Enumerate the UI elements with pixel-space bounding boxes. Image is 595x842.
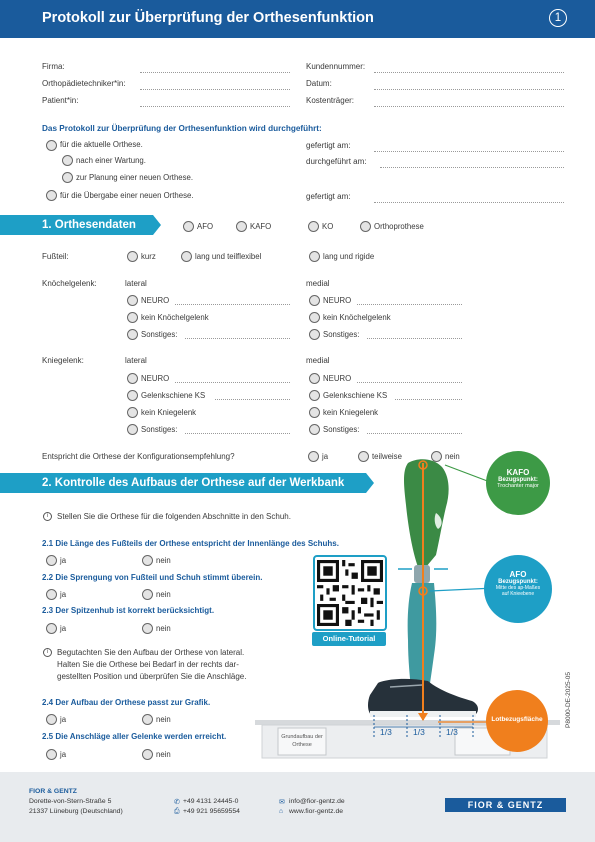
config-question: Entspricht die Orthese der Konfigurationsempfehlung? xyxy=(42,452,235,461)
knoechel-lat-neuro-line[interactable] xyxy=(175,304,290,305)
radio-knoechel-med-neuro[interactable] xyxy=(309,295,320,306)
type-kafo-label: KAFO xyxy=(250,222,272,231)
radio-q1-nein[interactable] xyxy=(142,555,153,566)
radio-q3-ja[interactable] xyxy=(46,623,57,634)
page-title: Protokoll zur Überprüfung der Orthesenfunktion xyxy=(42,10,374,26)
knoechel-lat-sonst-label: Sonstiges: xyxy=(141,330,178,339)
radio-q4-ja[interactable] xyxy=(46,714,57,725)
thigh-shell xyxy=(404,459,449,567)
knoechel-label: Knöchelgelenk: xyxy=(42,279,97,288)
info2-line3: gestellten Position und überprüfen Sie die Anschläge. xyxy=(57,672,247,681)
web-icon: ⌂ xyxy=(279,808,284,815)
radio-type-kafo[interactable] xyxy=(236,221,247,232)
radio-q1-ja[interactable] xyxy=(46,555,57,566)
afo-sub2: Mitte des ap-Maßes xyxy=(495,585,541,591)
info1-text: Stellen Sie die Orthese für die folgenden Abschnitte in den Schuh. xyxy=(57,512,291,521)
gefertigt1-label: gefertigt am: xyxy=(306,141,351,150)
kostentraeger-label: Kostenträger: xyxy=(306,96,355,105)
radio-fussteil-kurz[interactable] xyxy=(127,251,138,262)
info2-line1: Begutachten Sie den Aufbau der Orthese von lateral. xyxy=(57,648,245,657)
radio-q4-nein[interactable] xyxy=(142,714,153,725)
knie-med-kein-label: kein Kniegelenk xyxy=(323,408,379,417)
knie-label: Kniegelenk: xyxy=(42,356,84,365)
firma-field[interactable] xyxy=(140,72,290,73)
type-orthoprothese-label: Orthoprothese xyxy=(374,222,424,231)
knoechel-med-kein-label: kein Knöchelgelenk xyxy=(323,313,391,322)
knie-med-ks-label: Gelenkschiene KS xyxy=(323,391,388,400)
datum-label: Datum: xyxy=(306,79,332,88)
info-icon: i xyxy=(43,512,52,521)
third-label-2: 1/3 xyxy=(413,727,425,737)
footer-phone1: +49 4131 24445-0 xyxy=(183,798,239,805)
radio-after-maintenance[interactable] xyxy=(62,155,73,166)
radio-knie-lat-neuro[interactable] xyxy=(127,373,138,384)
knoechel-lat-sonst-line[interactable] xyxy=(185,338,290,339)
radio-knie-lat-ks[interactable] xyxy=(127,390,138,401)
knoechel-med-neuro-line[interactable] xyxy=(357,304,462,305)
q4-text: 2.4 Der Aufbau der Orthese passt zur Grafik. xyxy=(42,698,211,707)
radio-q5-nein[interactable] xyxy=(142,749,153,760)
fussteil-teilflexibel-label: lang und teilflexibel xyxy=(195,252,262,261)
config-teilweise-label: teilweise xyxy=(372,452,402,461)
radio-type-orthoprothese[interactable] xyxy=(360,221,371,232)
opt-planning-new: zur Planung einer neuen Orthese. xyxy=(76,173,194,182)
kafo-sub2: Trochanter major xyxy=(497,483,539,489)
opt-after-maintenance: nach einer Wartung. xyxy=(76,156,146,165)
radio-handover-new[interactable] xyxy=(46,190,57,201)
qr-code-frame[interactable] xyxy=(313,555,387,631)
knie-lat-neuro-label: NEURO xyxy=(141,374,170,383)
logo-text: FIOR & GENTZ xyxy=(467,800,544,810)
kostentraeger-field[interactable] xyxy=(374,106,564,107)
footer-web[interactable]: www.fior-gentz.de xyxy=(289,808,344,815)
firma-label: Firma: xyxy=(42,62,65,71)
knoechel-lat-kein-label: kein Knöchelgelenk xyxy=(141,313,209,322)
radio-type-afo[interactable] xyxy=(183,221,194,232)
q4-ja-label: ja xyxy=(60,715,67,724)
afo-bubble xyxy=(484,555,552,623)
grundaufbau-line2: Orthese xyxy=(292,742,312,748)
footer xyxy=(0,772,595,842)
qr-code[interactable] xyxy=(317,559,383,627)
grundaufbau-line1: Grundaufbau der xyxy=(281,734,323,740)
email-icon: ✉ xyxy=(279,799,285,806)
q2-nein-label: nein xyxy=(156,590,171,599)
radio-fussteil-teilflexibel[interactable] xyxy=(181,251,192,262)
company-logo xyxy=(445,798,566,812)
info2-line2: Halten Sie die Orthese bei Bedarf in der rechts dar- xyxy=(57,660,239,669)
knie-lat-sonst-line[interactable] xyxy=(185,433,290,434)
opt-handover-new: für die Übergabe einer neuen Orthese. xyxy=(60,191,194,200)
section1-title: 1. Orthesendaten xyxy=(42,219,136,231)
radio-knie-med-neuro[interactable] xyxy=(309,373,320,384)
datum-field[interactable] xyxy=(374,89,564,90)
durchgefuehrt-label: durchgeführt am: xyxy=(306,157,367,166)
knie-med-sonst-label: Sonstiges: xyxy=(323,425,360,434)
fussteil-label: Fußteil: xyxy=(42,252,69,261)
q1-nein-label: nein xyxy=(156,556,171,565)
footer-phone2: +49 921 95659554 xyxy=(183,808,240,815)
knie-lat-ks-line[interactable] xyxy=(215,399,290,400)
knoechel-medial-label: medial xyxy=(306,279,330,288)
techniker-field[interactable] xyxy=(140,89,290,90)
footer-city: 21337 Lüneburg (Deutschland) xyxy=(29,808,123,815)
q3-nein-label: nein xyxy=(156,624,171,633)
lot-bubble xyxy=(486,690,548,752)
knoechel-med-neuro-label: NEURO xyxy=(323,296,352,305)
knie-med-neuro-line[interactable] xyxy=(357,382,462,383)
knie-lat-kein-label: kein Kniegelenk xyxy=(141,408,197,417)
section1-bar xyxy=(0,215,153,235)
config-ja-label: ja xyxy=(322,452,329,461)
q5-text: 2.5 Die Anschläge aller Gelenke werden erreicht. xyxy=(42,732,227,741)
gefertigt2-field[interactable] xyxy=(374,202,564,203)
kafo-bubble xyxy=(486,451,550,515)
knie-med-neuro-label: NEURO xyxy=(323,374,352,383)
q5-nein-label: nein xyxy=(156,750,171,759)
knie-med-sonst-line[interactable] xyxy=(367,433,462,434)
radio-q2-ja[interactable] xyxy=(46,589,57,600)
footer-email[interactable]: info@fior-gentz.de xyxy=(289,798,345,805)
type-afo-label: AFO xyxy=(197,222,214,231)
radio-knoechel-lat-neuro[interactable] xyxy=(127,295,138,306)
techniker-label: Orthopädietechniker*in: xyxy=(42,79,126,88)
lot-title: Lotbezugsfläche xyxy=(491,716,543,723)
online-tutorial-label[interactable]: Online-Tutorial xyxy=(312,632,386,646)
knie-medial-label: medial xyxy=(306,356,330,365)
q5-ja-label: ja xyxy=(60,750,67,759)
knoechel-med-sonst-label: Sonstiges: xyxy=(323,330,360,339)
type-ko-label: KO xyxy=(322,222,334,231)
kafo-pointer xyxy=(445,465,490,482)
gefertigt1-field[interactable] xyxy=(374,151,564,152)
radio-q5-ja[interactable] xyxy=(46,749,57,760)
radio-planning-new[interactable] xyxy=(62,172,73,183)
section2-title: 2. Kontrolle des Aufbaus der Orthese auf der Werkbank xyxy=(42,477,345,489)
kafo-sub1: Bezugspunkt: xyxy=(498,477,538,483)
q1-ja-label: ja xyxy=(60,556,67,565)
radio-knoechel-med-sonst[interactable] xyxy=(309,329,320,340)
q3-text: 2.3 Der Spitzenhub ist korrekt berücksichtigt. xyxy=(42,606,215,615)
afo-title: AFO xyxy=(509,570,527,579)
page-number-badge: 1 xyxy=(549,9,567,27)
knoechel-lateral-label: lateral xyxy=(125,279,147,288)
radio-knoechel-lat-kein[interactable] xyxy=(127,312,138,323)
phone-icon: ✆ xyxy=(174,799,180,806)
info-icon: i xyxy=(43,648,52,657)
config-nein-label: nein xyxy=(445,452,460,461)
q1-text: 2.1 Die Länge des Fußteils der Orthese entspricht der Innenlänge des Schuhs. xyxy=(42,539,339,548)
radio-knoechel-med-kein[interactable] xyxy=(309,312,320,323)
third-label-3: 1/3 xyxy=(446,727,458,737)
q2-text: 2.2 Die Sprengung von Fußteil und Schuh stimmt überein. xyxy=(42,573,263,582)
kundennummer-label: Kundennummer: xyxy=(306,62,366,71)
radio-q3-nein[interactable] xyxy=(142,623,153,634)
patient-field[interactable] xyxy=(140,106,290,107)
opt-current-orthosis: für die aktuelle Orthese. xyxy=(60,140,143,149)
q2-ja-label: ja xyxy=(60,590,67,599)
knoechel-lat-neuro-label: NEURO xyxy=(141,296,170,305)
radio-knie-lat-sonst[interactable] xyxy=(127,424,138,435)
afo-sub3: auf Knieebene xyxy=(501,591,535,597)
kundennummer-field[interactable] xyxy=(374,72,564,73)
knoechel-med-sonst-line[interactable] xyxy=(367,338,462,339)
afo-sub1: Bezugspunkt: xyxy=(498,579,538,585)
fax-icon: ⎙ xyxy=(174,808,180,815)
footer-company: FIOR & GENTZ xyxy=(29,788,77,795)
radio-fussteil-rigide[interactable] xyxy=(309,251,320,262)
knie-lat-sonst-label: Sonstiges: xyxy=(141,425,178,434)
q4-nein-label: nein xyxy=(156,715,171,724)
protocol-heading: Das Protokoll zur Überprüfung der Orthesenfunktion wird durchgeführt: xyxy=(42,124,322,133)
radio-knie-lat-kein[interactable] xyxy=(127,407,138,418)
knie-med-ks-line[interactable] xyxy=(395,399,462,400)
header-bar xyxy=(0,0,595,38)
radio-knoechel-lat-sonst[interactable] xyxy=(127,329,138,340)
q3-ja-label: ja xyxy=(60,624,67,633)
radio-type-ko[interactable] xyxy=(308,221,319,232)
radio-current-orthosis[interactable] xyxy=(46,140,57,151)
radio-knie-med-kein[interactable] xyxy=(309,407,320,418)
knie-lat-ks-label: Gelenkschiene KS xyxy=(141,391,206,400)
gefertigt2-label: gefertigt am: xyxy=(306,192,351,201)
footer-street: Dorette-von-Stern-Straße 5 xyxy=(29,798,112,805)
radio-knie-med-sonst[interactable] xyxy=(309,424,320,435)
radio-q2-nein[interactable] xyxy=(142,589,153,600)
patient-label: Patient*in: xyxy=(42,96,79,105)
kafo-title: KAFO xyxy=(506,468,530,477)
section1-arrow xyxy=(153,215,161,235)
knie-lateral-label: lateral xyxy=(125,356,147,365)
fussteil-kurz-label: kurz xyxy=(141,252,156,261)
document-code: P8000-DE-2025-05 xyxy=(565,671,572,728)
knie-lat-neuro-line[interactable] xyxy=(175,382,290,383)
third-label-1: 1/3 xyxy=(380,727,392,737)
fussteil-rigide-label: lang und rigide xyxy=(323,252,375,261)
durchgefuehrt-field[interactable] xyxy=(380,167,564,168)
radio-knie-med-ks[interactable] xyxy=(309,390,320,401)
